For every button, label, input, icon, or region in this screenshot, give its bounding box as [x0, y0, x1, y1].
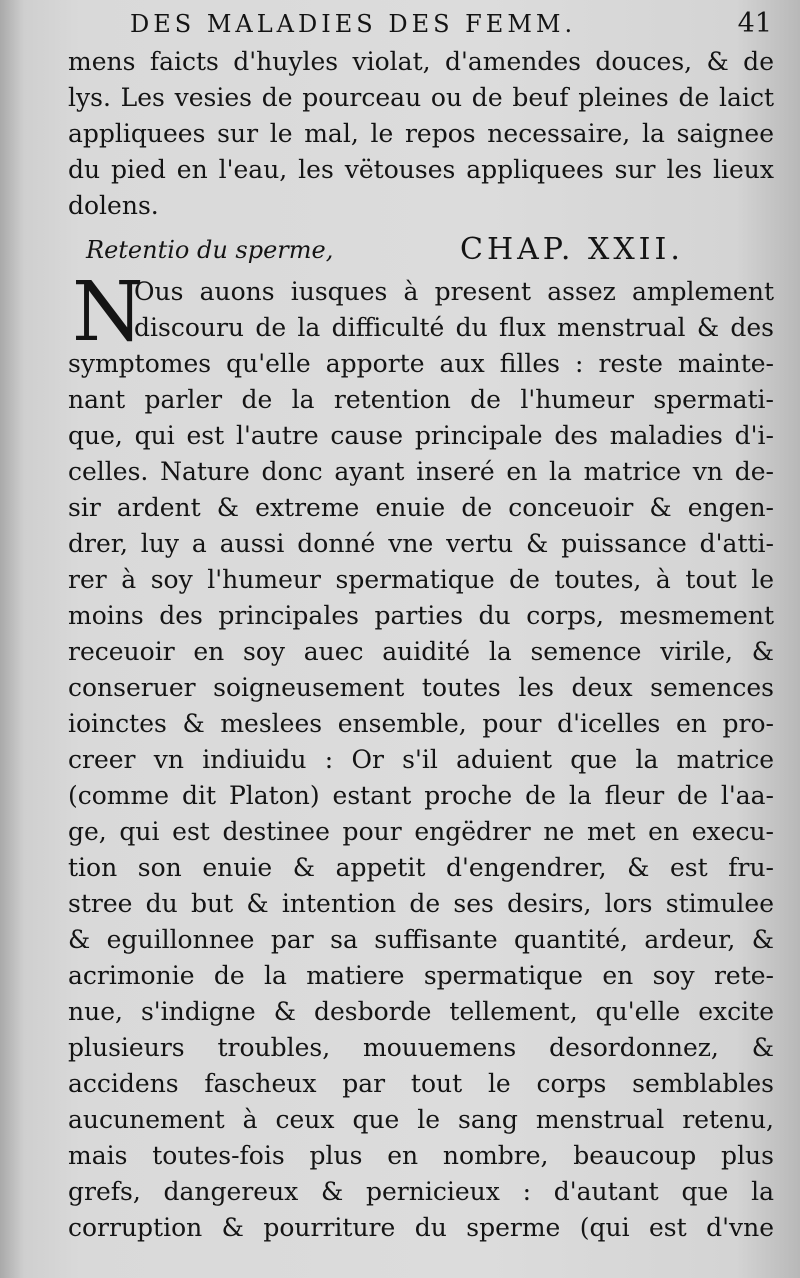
text-line: Ous auons iusques à present assez amplement	[134, 277, 774, 306]
text-line: rer à soy l'humeur spermatique de toutes, à tout le	[68, 565, 774, 594]
text-line: sir ardent & extreme enuie de conceuoir & engen-	[68, 493, 774, 522]
text-line: aucunement à ceux que le sang menstrual retenu,	[68, 1105, 774, 1134]
text-line: ge, qui est destinee pour engëdrer ne met en execu-	[68, 817, 774, 846]
text-line: tion son enuie & appetit d'engendrer, & est fru-	[68, 853, 774, 882]
text-line: stree du but & intention de ses desirs, lors stimulee	[68, 889, 774, 918]
text-line: acrimonie de la matiere spermatique en soy rete-	[68, 961, 774, 990]
text-line: grefs, dangereux & pernicieux : d'autant que la	[68, 1177, 774, 1206]
paragraph	[68, 265, 774, 1246]
running-title: DES MALADIES DES FEMM.	[130, 10, 577, 38]
text-line: du pied en l'eau, les vëtouses appliquees sur les lieux	[68, 155, 774, 184]
drop-cap: N	[72, 265, 144, 360]
text-line: & eguillonnee par sa suffisante quantité, ardeur, &	[68, 925, 774, 954]
text-line: plusieurs troubles, mouuemens desordonnez, &	[68, 1033, 774, 1062]
text-line: accidens fascheux par tout le corps semblables	[68, 1069, 774, 1098]
text-line: receuoir en soy auec auidité la semence virile, &	[68, 637, 774, 666]
text-line: (comme dit Platon) estant proche de la fleur de l'aa-	[68, 781, 774, 810]
text-line: drer, luy a aussi donné vne vertu & puissance d'atti-	[68, 529, 774, 558]
text-line: discouru de la difficulté du flux menstrual & des	[134, 313, 774, 342]
text-line: que, qui est l'autre cause principale des maladies d'i-	[68, 421, 774, 450]
text-line: celles. Nature donc ayant inseré en la matrice vn de-	[68, 457, 774, 486]
text-line: conseruer soigneusement toutes les deux semences	[68, 673, 774, 702]
text-line: moins des principales parties du corps, mesmement	[68, 601, 774, 630]
page-number: 41	[737, 8, 772, 39]
chapter-heading: CHAP. XXII.	[460, 232, 684, 267]
text-line: mens faicts d'huyles violat, d'amendes douces, & de	[68, 47, 774, 76]
text-line: symptomes qu'elle apporte aux filles : reste mainte-	[68, 349, 774, 378]
page-header	[130, 6, 772, 40]
text-line: dolens.	[68, 191, 159, 220]
text-line: nue, s'indigne & desborde tellement, qu'elle excite	[68, 997, 774, 1026]
text-line: appliquees sur le mal, le repos necessaire, la saignee	[68, 119, 774, 148]
chapter-heading-row	[68, 226, 774, 274]
text-line: lys. Les vesies de pourceau ou de beuf pleines de laict	[68, 83, 774, 112]
page-body	[68, 44, 774, 1246]
text-line: creer vn indiuidu : Or s'il aduient que la matrice	[68, 745, 774, 774]
text-line: mais toutes-fois plus en nombre, beaucoup plus	[68, 1141, 774, 1170]
text-line: ioinctes & meslees ensemble, pour d'icelles en pro-	[68, 709, 774, 738]
side-heading: Retentio du sperme,	[86, 236, 334, 264]
text-line: nant parler de la retention de l'humeur spermati-	[68, 385, 774, 414]
text-line: corruption & pourriture du sperme (qui est d'vne	[68, 1213, 774, 1242]
